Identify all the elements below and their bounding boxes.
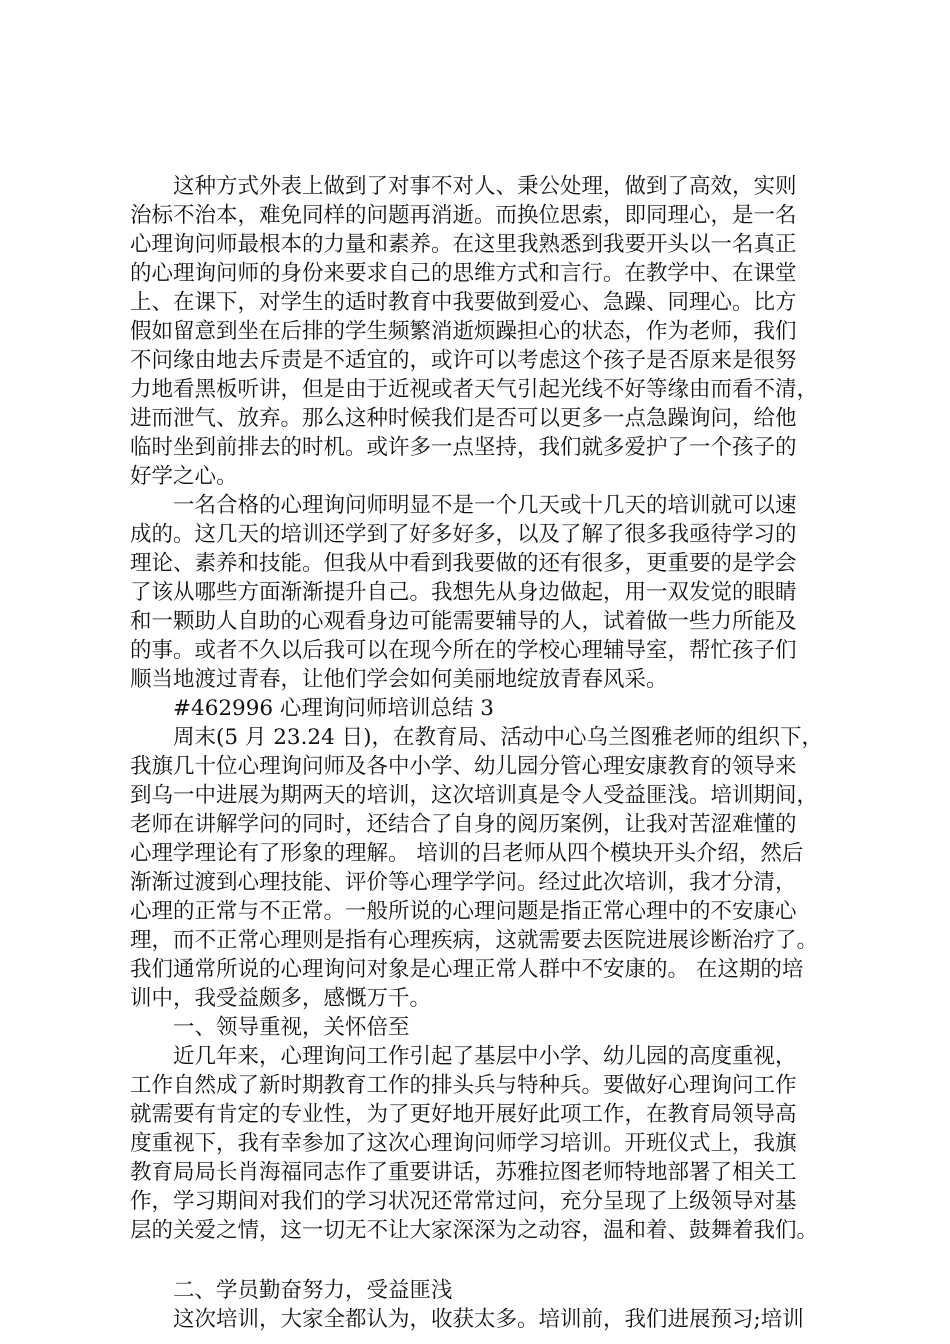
section-heading: 一、领导重视，关怀倍至 [173, 1015, 410, 1040]
paragraph-line: 近几年来，心理询问工作引起了基层中小学、幼儿园的高度重视， [173, 1044, 797, 1069]
section-heading: 二、学员勤奋努力，受益匪浅 [173, 1278, 453, 1303]
paragraph-line: 顺当地渡过青春，让他们学会如何美丽地绽放青春风采。 [130, 667, 668, 692]
paragraph-line: 渐渐过渡到心理技能、评价等心理学学问。经过此次培训，我才分清， [130, 870, 797, 895]
paragraph-line: 了该从哪些方面渐渐提升自己。我想先从身边做起，用一双发觉的眼睛 [130, 580, 797, 605]
paragraph-line: 心理询问师最根本的力量和素养。在这里我熟悉到我要开头以一名真正 [130, 232, 797, 257]
paragraph-line: 教育局局长肖海福同志作了重要讲话，苏雅拉图老师特地部署了相关工 [130, 1160, 797, 1185]
paragraph-line: 训中，我受益颇多，感慨万千。 [130, 986, 432, 1011]
paragraph-line: 进而泄气、放弃。那么这种时候我们是否可以更多一点急躁询问，给他 [130, 406, 797, 431]
paragraph-line: 心理学理论有了形象的理解。 培训的吕老师从四个模块开头介绍，然后 [130, 841, 804, 866]
paragraph-gap [130, 1245, 820, 1276]
paragraph-line: 好学之心。 [130, 464, 238, 489]
paragraph-line: 这次培训，大家全都认为，收获太多。培训前，我们进展预习;培训 [173, 1307, 804, 1332]
paragraph-line: 这种方式外表上做到了对事不对人、秉公处理，做到了高效，实则 [173, 174, 797, 199]
paragraph-line: 到乌一中进展为期两天的培训，这次培训真是令人受益匪浅。培训期间， [130, 783, 819, 808]
paragraph-line: 力地看黑板听讲，但是由于近视或者天气引起光线不好等缘由而看不清， [130, 377, 819, 402]
paragraph-line: 理，而不正常心理则是指有心理疾病，这就需要去医院进展诊断治疗了。 [130, 928, 819, 953]
paragraph-line: 层的关爱之情，这一切无不让大家深深为之动容，温和着、鼓舞着我们。 [130, 1218, 819, 1243]
document-body [130, 172, 824, 1334]
paragraph-line: 治标不治本，难免同样的问题再消逝。而换位思索，即同理心，是一名 [130, 203, 797, 228]
paragraph-line: 临时坐到前排去的时机。或许多一点坚持，我们就多爱护了一个孩子的 [130, 435, 797, 460]
paragraph-line: 作，学习期间对我们的学习状况还常常过问，充分呈现了上级领导对基 [130, 1189, 797, 1214]
paragraph-line: 就需要有肯定的专业性，为了更好地开展好此项工作，在教育局领导高 [130, 1102, 797, 1127]
section-heading: #462996 心理询问师培训总结 3 [173, 696, 494, 721]
paragraph-line: 的事。或者不久以后我可以在现今所在的学校心理辅导室，帮忙孩子们 [130, 638, 797, 663]
paragraph-line: 周末(5 月 23.24 日)，在教育局、活动中心乌兰图雅老师的组织下， [173, 725, 824, 750]
paragraph-line: 假如留意到坐在后排的学生频繁消逝烦躁担心的状态，作为老师，我们 [130, 319, 797, 344]
paragraph-line: 心理的正常与不正常。一般所说的心理问题是指正常心理中的不安康心 [130, 899, 797, 924]
paragraph-line: 度重视下，我有幸参加了这次心理询问师学习培训。开班仪式上，我旗 [130, 1131, 797, 1156]
paragraph-line: 和一颗助人自助的心观看身边可能需要辅导的人，试着做一些力所能及 [130, 609, 797, 634]
paragraph-line: 一名合格的心理询问师明显不是一个几天或十几天的培训就可以速 [173, 493, 797, 518]
paragraph-line: 老师在讲解学问的同时，还结合了自身的阅历案例，让我对苦涩难懂的 [130, 812, 797, 837]
paragraph-line: 理论、素养和技能。但我从中看到我要做的还有很多，更重要的是学会 [130, 551, 797, 576]
paragraph-line: 我们通常所说的心理询问对象是心理正常人群中不安康的。 在这期的培 [130, 957, 804, 982]
paragraph-line: 的心理询问师的身份来要求自己的思维方式和言行。在教学中、在课堂 [130, 261, 797, 286]
paragraph-line: 上、在课下，对学生的适时教育中我要做到爱心、急躁、同理心。比方 [130, 290, 797, 315]
paragraph-line: 成的。这几天的培训还学到了好多好多，以及了解了很多我亟待学习的 [130, 522, 797, 547]
paragraph-line: 不问缘由地去斥责是不适宜的，或许可以考虑这个孩子是否原来是很努 [130, 348, 797, 373]
paragraph-line: 工作自然成了新时期教育工作的排头兵与特种兵。要做好心理询问工作 [130, 1073, 797, 1098]
paragraph-line: 我旗几十位心理询问师及各中小学、幼儿园分管心理安康教育的领导来 [130, 754, 797, 779]
